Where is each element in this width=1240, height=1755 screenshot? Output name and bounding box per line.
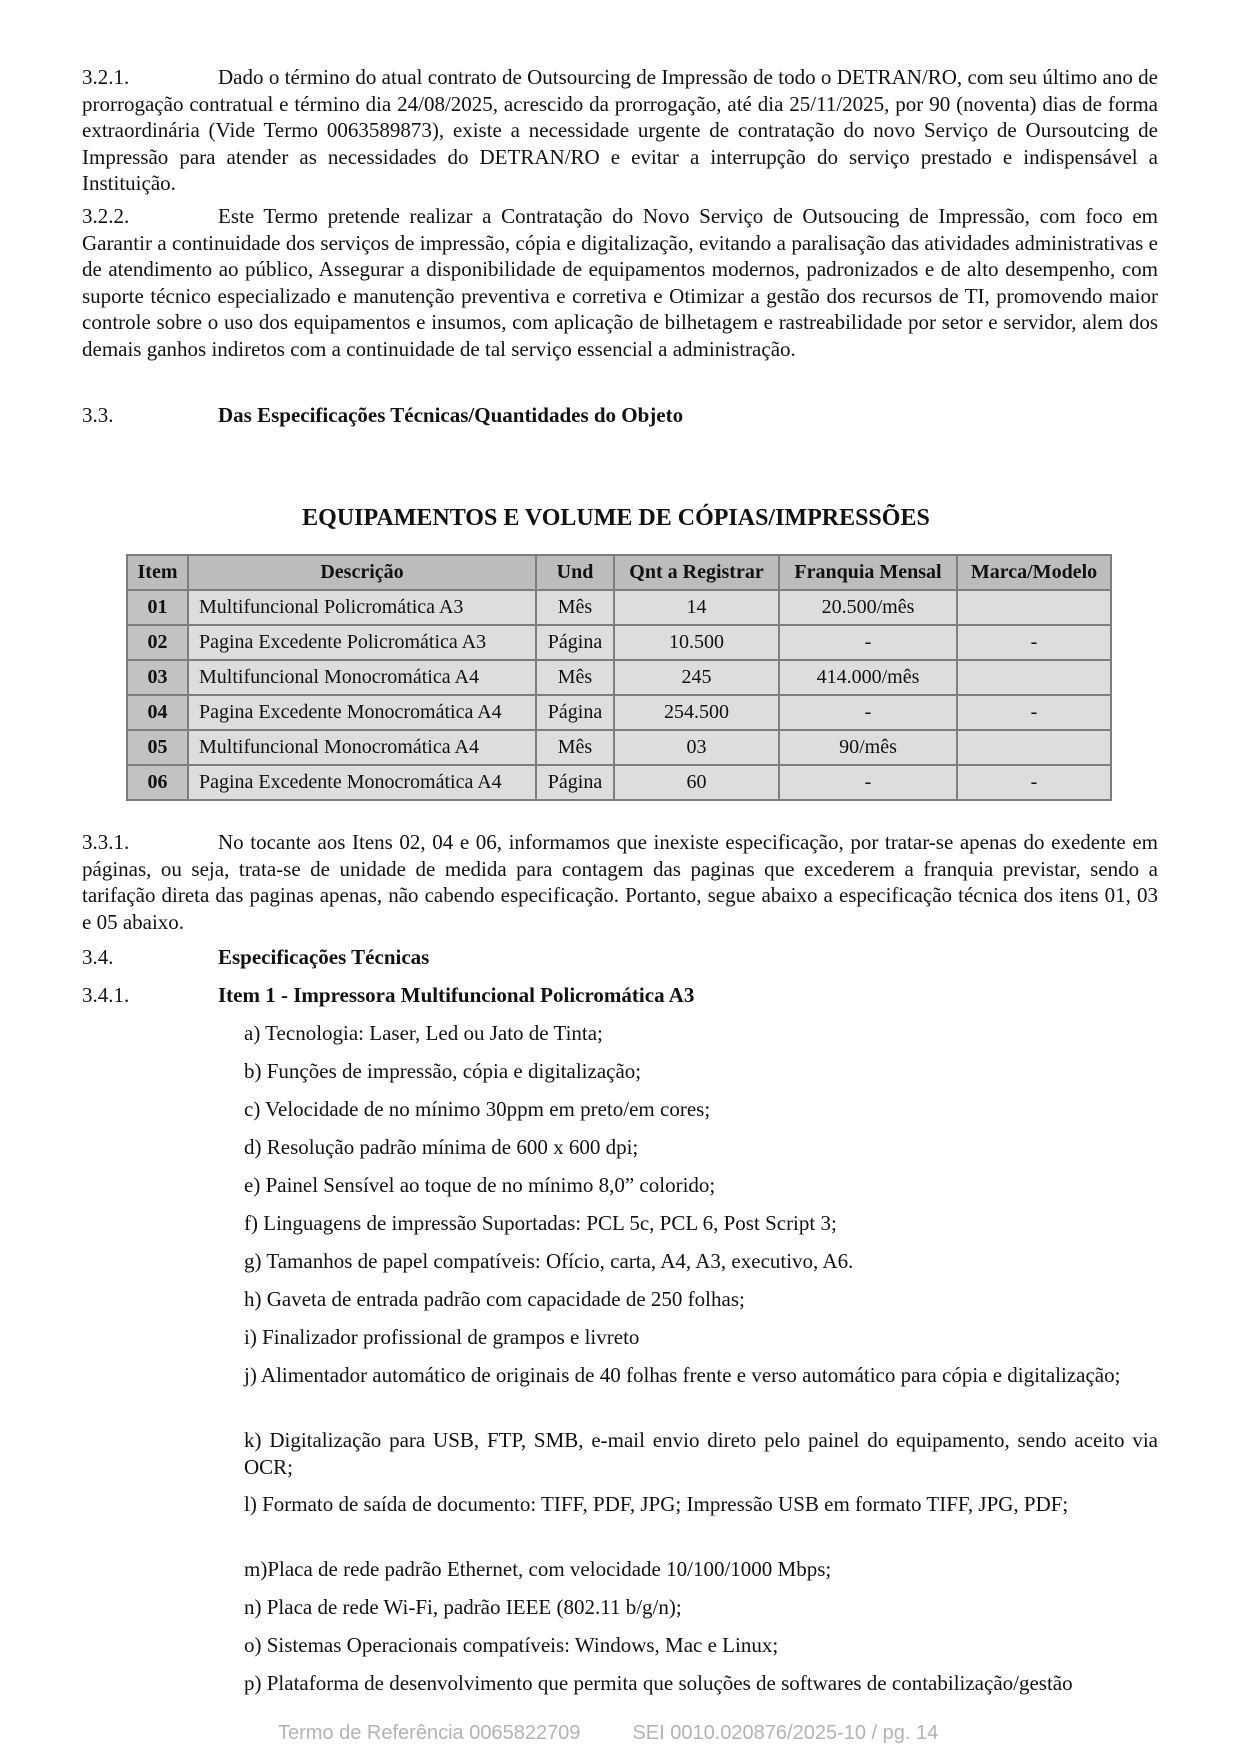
cell-qnt: 10.500 xyxy=(614,625,779,660)
table-header-row xyxy=(127,555,1111,590)
spec-item-f: f) Linguagens de impressão Suportadas: PCL 5c, PCL 6, Post Script 3; xyxy=(244,1211,837,1235)
table-row xyxy=(127,730,1111,765)
header-item: Item xyxy=(127,555,188,590)
cell-franquia: 20.500/mês xyxy=(779,590,957,625)
section-number: 3.4.1. xyxy=(82,983,130,1007)
paragraph-text: Este Termo pretende realizar a Contratação do Novo Serviço de Outsoucing de Impressão, com foco em Garantir a continuidade dos serviços de impressão, cópia e digitalização, evitando a paralisação das atividades administrativas e de atendimento ao público, Assegurar a disponibilidade de equipamentos modernos, padronizados e de alto desempenho, com suporte técnico especializado e manutenção preventiva e corretiva e Otimizar a gestão dos recursos de TI, promovendo maior controle sobre o uso dos equipamentos e insumos, com aplicação de bilhetagem e rastreabilidade por setor e servidor, alem dos demais ganhos indiretos com a continuidade de tal serviço essencial a administração. xyxy=(82,204,1158,361)
section-number: 3.4. xyxy=(82,945,114,969)
paragraph-text: No tocante aos Itens 02, 04 e 06, informamos que inexiste especificação, por tratar-se apenas do exedente em páginas, ou seja, trata-se de unidade de medida para contagem das paginas que excederem a franquia previstar, sendo a tarifação direta das paginas apenas, não cabendo especificação. Portanto, segue abaixo a especificação técnica dos itens 01, 03 e 05 abaixo. xyxy=(82,830,1158,934)
spec-item-g: g) Tamanhos de papel compatíveis: Ofício, carta, A4, A3, executivo, A6. xyxy=(244,1249,854,1273)
header-und: Und xyxy=(536,555,614,590)
cell-item: 03 xyxy=(127,660,188,695)
spec-item-n: n) Placa de rede Wi-Fi, padrão IEEE (802.11 b/g/n); xyxy=(244,1595,682,1619)
header-qnt-registrar: Qnt a Registrar xyxy=(614,555,779,590)
cell-item: 02 xyxy=(127,625,188,660)
cell-franquia: 414.000/mês xyxy=(779,660,957,695)
section-3-4 xyxy=(82,944,429,971)
spec-item-l: l) Formato de saída de documento: TIFF, PDF, JPG; Impressão USB em formato TIFF, JPG, PDF; xyxy=(244,1492,1069,1516)
cell-franquia: - xyxy=(779,625,957,660)
cell-descricao: Pagina Excedente Monocromática A4 xyxy=(188,765,536,800)
paragraph-3-3-1 xyxy=(82,829,1158,935)
section-title: Especificações Técnicas xyxy=(218,945,430,969)
table-row xyxy=(127,590,1111,625)
cell-qnt: 254.500 xyxy=(614,695,779,730)
spec-item-p: p) Plataforma de desenvolvimento que permita que soluções de softwares de contabilização/gestão xyxy=(244,1671,1073,1695)
spec-item-h: h) Gaveta de entrada padrão com capacidade de 250 folhas; xyxy=(244,1287,745,1311)
cell-franquia: - xyxy=(779,765,957,800)
section-title: Item 1 - Impressora Multifuncional Policromática A3 xyxy=(218,983,695,1007)
cell-descricao: Multifuncional Monocromática A4 xyxy=(188,660,536,695)
cell-item: 01 xyxy=(127,590,188,625)
spec-item-i: i) Finalizador profissional de grampos e livreto xyxy=(244,1325,640,1349)
cell-marca-modelo xyxy=(957,660,1111,695)
spec-item-o: o) Sistemas Operacionais compatíveis: Windows, Mac e Linux; xyxy=(244,1633,779,1657)
section-number: 3.3. xyxy=(82,403,114,427)
footer-sei-ref: SEI 0010.020876/2025-10 / pg. 14 xyxy=(632,1722,939,1744)
section-3-4-1 xyxy=(82,982,694,1009)
cell-descricao: Multifuncional Monocromática A4 xyxy=(188,730,536,765)
cell-und: Página xyxy=(536,695,614,730)
cell-franquia: 90/mês xyxy=(779,730,957,765)
cell-descricao: Pagina Excedente Policromática A3 xyxy=(188,625,536,660)
spec-item-c: c) Velocidade de no mínimo 30ppm em preto/em cores; xyxy=(244,1097,711,1121)
equipment-table xyxy=(126,554,1112,801)
cell-marca-modelo: - xyxy=(957,695,1111,730)
spec-item-d: d) Resolução padrão mínima de 600 x 600 dpi; xyxy=(244,1135,639,1159)
table-title: EQUIPAMENTOS E VOLUME DE CÓPIAS/IMPRESSÕES xyxy=(302,505,930,531)
spec-item-k: k) Digitalização para USB, FTP, SMB, e-mail envio direto pelo painel do equipamento, sendo aceito via OCR; xyxy=(244,1428,1158,1479)
cell-item: 04 xyxy=(127,695,188,730)
page-footer xyxy=(278,1722,938,1745)
cell-qnt: 14 xyxy=(614,590,779,625)
spec-item-a: a) Tecnologia: Laser, Led ou Jato de Tinta; xyxy=(244,1021,603,1045)
header-franquia-mensal: Franquia Mensal xyxy=(779,555,957,590)
cell-und: Mês xyxy=(536,590,614,625)
cell-franquia: - xyxy=(779,695,957,730)
cell-und: Mês xyxy=(536,660,614,695)
cell-qnt: 245 xyxy=(614,660,779,695)
table-row xyxy=(127,625,1111,660)
cell-descricao: Multifuncional Policromática A3 xyxy=(188,590,536,625)
cell-item: 06 xyxy=(127,765,188,800)
paragraph-text: Dado o término do atual contrato de Outsourcing de Impressão de todo o DETRAN/RO, com seu último ano de prorrogação contratual e término dia 24/08/2025, acrescido da prorrogação, até dia 25/11/2025, por 90 (noventa) dias de forma extraordinária (Vide Termo 0063589873), existe a necessidade urgente de contratação do novo Serviço de Oursoutcing de Impressão para atender as necessidades do DETRAN/RO e evitar a interrupção do serviço prestado e indispensável a Instituição. xyxy=(82,65,1158,195)
cell-und: Página xyxy=(536,765,614,800)
cell-marca-modelo: - xyxy=(957,625,1111,660)
spec-item-e: e) Painel Sensível ao toque de no mínimo 8,0” colorido; xyxy=(244,1173,716,1197)
section-3-3 xyxy=(82,402,683,429)
paragraph-number: 3.2.1. xyxy=(82,65,130,89)
header-descricao: Descrição xyxy=(188,555,536,590)
cell-qnt: 60 xyxy=(614,765,779,800)
paragraph-number: 3.3.1. xyxy=(82,830,130,854)
section-title: Das Especificações Técnicas/Quantidades do Objeto xyxy=(218,403,684,427)
spec-item-b: b) Funções de impressão, cópia e digitalização; xyxy=(244,1059,642,1083)
cell-marca-modelo: - xyxy=(957,765,1111,800)
cell-marca-modelo xyxy=(957,590,1111,625)
spec-item-j: j) Alimentador automático de originais de 40 folhas frente e verso automático para cópia e digitalização; xyxy=(244,1363,1121,1387)
spec-item-m: m)Placa de rede padrão Ethernet, com velocidade 10/100/1000 Mbps; xyxy=(244,1557,832,1581)
cell-qnt: 03 xyxy=(614,730,779,765)
cell-und: Página xyxy=(536,625,614,660)
table-row xyxy=(127,660,1111,695)
cell-item: 05 xyxy=(127,730,188,765)
paragraph-3-2-2 xyxy=(82,203,1158,362)
cell-und: Mês xyxy=(536,730,614,765)
footer-document-ref: Termo de Referência 0065822709 xyxy=(278,1722,581,1744)
table-row xyxy=(127,765,1111,800)
cell-marca-modelo xyxy=(957,730,1111,765)
table-row xyxy=(127,695,1111,730)
paragraph-3-2-1 xyxy=(82,64,1158,197)
cell-descricao: Pagina Excedente Monocromática A4 xyxy=(188,695,536,730)
header-marca-modelo: Marca/Modelo xyxy=(957,555,1111,590)
paragraph-number: 3.2.2. xyxy=(82,204,130,228)
